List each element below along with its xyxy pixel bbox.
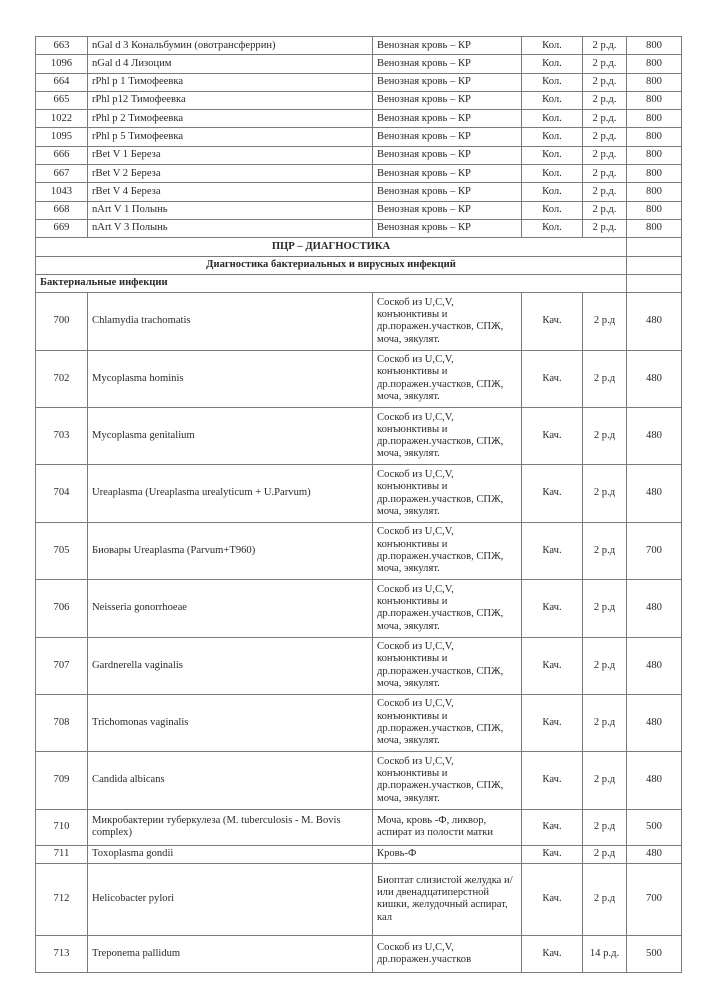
- test-type-cell: Кол.: [522, 165, 583, 183]
- table-row: [36, 809, 682, 845]
- test-type-cell: Кач.: [522, 863, 583, 935]
- price-list-table: [35, 36, 682, 973]
- table-row: [36, 752, 682, 809]
- test-name-cell: rPhl p12 Тимофеевка: [88, 91, 373, 109]
- code-cell: 664: [36, 73, 88, 91]
- price-cell: 800: [627, 219, 682, 237]
- code-cell: 668: [36, 201, 88, 219]
- table-row: [36, 293, 682, 350]
- pcr-rows: [36, 293, 682, 973]
- section-title: ПЦР – ДИАГНОСТИКА: [36, 238, 627, 256]
- test-name-cell: Gardnerella vaginalis: [88, 637, 373, 694]
- code-cell: 711: [36, 845, 88, 863]
- material-cell: Кровь-Ф: [373, 845, 522, 863]
- material-cell: Соскоб из U,C,V, конъюнктивы и др.поражен.участков, СПЖ, моча, эякулят.: [373, 637, 522, 694]
- test-type-cell: Кач.: [522, 752, 583, 809]
- empty-price-cell: [627, 256, 682, 274]
- price-cell: 480: [627, 637, 682, 694]
- test-type-cell: Кол.: [522, 55, 583, 73]
- test-type-cell: Кол.: [522, 146, 583, 164]
- table-row: [36, 522, 682, 579]
- test-name-cell: Mycoplasma genitalium: [88, 407, 373, 464]
- test-type-cell: Кол.: [522, 201, 583, 219]
- table-row: [36, 350, 682, 407]
- test-type-cell: Кач.: [522, 809, 583, 845]
- table-row: [36, 465, 682, 522]
- table-row: [36, 935, 682, 972]
- test-type-cell: Кол.: [522, 91, 583, 109]
- turnaround-cell: 2 р.д.: [583, 55, 627, 73]
- table-row: [36, 91, 682, 109]
- material-cell: Соскоб из U,C,V, конъюнктивы и др.поражен.участков, СПЖ, моча, эякулят.: [373, 580, 522, 637]
- turnaround-cell: 2 р.д.: [583, 110, 627, 128]
- turnaround-cell: 2 р.д: [583, 350, 627, 407]
- table-row: [36, 37, 682, 55]
- price-cell: 700: [627, 863, 682, 935]
- code-cell: 1095: [36, 128, 88, 146]
- test-type-cell: Кач.: [522, 522, 583, 579]
- test-name-cell: rPhl p 1 Тимофеевка: [88, 73, 373, 91]
- test-type-cell: Кач.: [522, 637, 583, 694]
- turnaround-cell: 2 р.д.: [583, 183, 627, 201]
- test-type-cell: Кол.: [522, 183, 583, 201]
- code-cell: 666: [36, 146, 88, 164]
- price-cell: 500: [627, 809, 682, 845]
- turnaround-cell: 2 р.д: [583, 694, 627, 751]
- test-type-cell: Кол.: [522, 219, 583, 237]
- turnaround-cell: 2 р.д: [583, 465, 627, 522]
- test-name-cell: Treponema pallidum: [88, 935, 373, 972]
- material-cell: Венозная кровь – КР: [373, 219, 522, 237]
- test-name-cell: nGal d 3 Кональбумин (овотрансферрин): [88, 37, 373, 55]
- material-cell: Венозная кровь – КР: [373, 37, 522, 55]
- test-name-cell: Helicobacter pylori: [88, 863, 373, 935]
- test-type-cell: Кач.: [522, 465, 583, 522]
- table-row: [36, 694, 682, 751]
- turnaround-cell: 14 р.д.: [583, 935, 627, 972]
- test-name-cell: Toxoplasma gondii: [88, 845, 373, 863]
- group-title: Бактериальные инфекции: [36, 274, 627, 292]
- price-cell: 800: [627, 201, 682, 219]
- code-cell: 708: [36, 694, 88, 751]
- group-header-row: [36, 274, 682, 292]
- code-cell: 1096: [36, 55, 88, 73]
- price-cell: 800: [627, 146, 682, 164]
- test-type-cell: Кол.: [522, 128, 583, 146]
- code-cell: 703: [36, 407, 88, 464]
- material-cell: Венозная кровь – КР: [373, 55, 522, 73]
- code-cell: 710: [36, 809, 88, 845]
- material-cell: Венозная кровь – КР: [373, 201, 522, 219]
- code-cell: 707: [36, 637, 88, 694]
- price-cell: 800: [627, 91, 682, 109]
- table-row: [36, 128, 682, 146]
- test-name-cell: Mycoplasma hominis: [88, 350, 373, 407]
- test-name-cell: Chlamydia trachomatis: [88, 293, 373, 350]
- empty-price-cell: [627, 274, 682, 292]
- material-cell: Венозная кровь – КР: [373, 128, 522, 146]
- test-name-cell: rBet V 4 Береза: [88, 183, 373, 201]
- section-header-row: [36, 238, 682, 256]
- price-cell: 480: [627, 465, 682, 522]
- code-cell: 1022: [36, 110, 88, 128]
- material-cell: Соскоб из U,C,V, конъюнктивы и др.поражен.участков, СПЖ, моча, эякулят.: [373, 522, 522, 579]
- price-cell: 480: [627, 694, 682, 751]
- test-type-cell: Кол.: [522, 110, 583, 128]
- turnaround-cell: 2 р.д: [583, 752, 627, 809]
- table-row: [36, 637, 682, 694]
- material-cell: Соскоб из U,C,V, конъюнктивы и др.поражен.участков, СПЖ, моча, эякулят.: [373, 465, 522, 522]
- test-type-cell: Кач.: [522, 293, 583, 350]
- table-row: [36, 580, 682, 637]
- code-cell: 700: [36, 293, 88, 350]
- material-cell: Биоптат слизистой желудка и/или двенадцатиперстной кишки, желудочный аспират, кал: [373, 863, 522, 935]
- material-cell: Венозная кровь – КР: [373, 183, 522, 201]
- turnaround-cell: 2 р.д: [583, 407, 627, 464]
- turnaround-cell: 2 р.д.: [583, 37, 627, 55]
- test-name-cell: rBet V 2 Береза: [88, 165, 373, 183]
- test-name-cell: Биовары Ureaplasma (Parvum+T960): [88, 522, 373, 579]
- test-name-cell: rPhl p 2 Тимофеевка: [88, 110, 373, 128]
- code-cell: 705: [36, 522, 88, 579]
- test-type-cell: Кач.: [522, 350, 583, 407]
- turnaround-cell: 2 р.д.: [583, 146, 627, 164]
- test-name-cell: nArt V 1 Полынь: [88, 201, 373, 219]
- code-cell: 667: [36, 165, 88, 183]
- price-cell: 800: [627, 55, 682, 73]
- material-cell: Соскоб из U,C,V, конъюнктивы и др.поражен.участков, СПЖ, моча, эякулят.: [373, 752, 522, 809]
- empty-price-cell: [627, 238, 682, 256]
- code-cell: 663: [36, 37, 88, 55]
- pcr-section-headers: [36, 238, 682, 293]
- material-cell: Соскоб из U,C,V, конъюнктивы и др.поражен.участков, СПЖ, моча, эякулят.: [373, 293, 522, 350]
- price-cell: 800: [627, 37, 682, 55]
- material-cell: Венозная кровь – КР: [373, 73, 522, 91]
- price-cell: 800: [627, 183, 682, 201]
- code-cell: 665: [36, 91, 88, 109]
- material-cell: Венозная кровь – КР: [373, 146, 522, 164]
- price-cell: 480: [627, 407, 682, 464]
- code-cell: 1043: [36, 183, 88, 201]
- price-cell: 800: [627, 73, 682, 91]
- table-row: [36, 183, 682, 201]
- test-name-cell: Neisseria gonorrhoeae: [88, 580, 373, 637]
- subsection-header-row: [36, 256, 682, 274]
- table-row: [36, 863, 682, 935]
- test-name-cell: nArt V 3 Полынь: [88, 219, 373, 237]
- price-cell: 480: [627, 845, 682, 863]
- test-name-cell: nGal d 4 Лизоцим: [88, 55, 373, 73]
- table-row: [36, 73, 682, 91]
- table-row: [36, 201, 682, 219]
- turnaround-cell: 2 р.д: [583, 863, 627, 935]
- table-row: [36, 146, 682, 164]
- turnaround-cell: 2 р.д.: [583, 128, 627, 146]
- turnaround-cell: 2 р.д: [583, 293, 627, 350]
- allergen-rows: [36, 37, 682, 238]
- test-type-cell: Кол.: [522, 73, 583, 91]
- test-type-cell: Кач.: [522, 935, 583, 972]
- price-cell: 500: [627, 935, 682, 972]
- code-cell: 669: [36, 219, 88, 237]
- turnaround-cell: 2 р.д: [583, 845, 627, 863]
- test-name-cell: rBet V 1 Береза: [88, 146, 373, 164]
- code-cell: 709: [36, 752, 88, 809]
- turnaround-cell: 2 р.д: [583, 580, 627, 637]
- material-cell: Соскоб из U,C,V, конъюнктивы и др.поражен.участков, СПЖ, моча, эякулят.: [373, 407, 522, 464]
- material-cell: Соскоб из U,C,V, конъюнктивы и др.поражен.участков, СПЖ, моча, эякулят.: [373, 350, 522, 407]
- test-type-cell: Кач.: [522, 694, 583, 751]
- turnaround-cell: 2 р.д.: [583, 73, 627, 91]
- price-cell: 480: [627, 580, 682, 637]
- table-row: [36, 219, 682, 237]
- material-cell: Венозная кровь – КР: [373, 110, 522, 128]
- table-row: [36, 407, 682, 464]
- price-cell: 700: [627, 522, 682, 579]
- test-name-cell: rPhl p 5 Тимофеевка: [88, 128, 373, 146]
- subsection-title: Диагностика бактериальных и вирусных инфекций: [36, 256, 627, 274]
- table-row: [36, 845, 682, 863]
- test-type-cell: Кол.: [522, 37, 583, 55]
- material-cell: Моча, кровь -Ф, ликвор, аспират из полости матки: [373, 809, 522, 845]
- material-cell: Соскоб из U,C,V, др.поражен.участков: [373, 935, 522, 972]
- table-row: [36, 165, 682, 183]
- turnaround-cell: 2 р.д.: [583, 201, 627, 219]
- turnaround-cell: 2 р.д: [583, 522, 627, 579]
- test-name-cell: Trichomonas vaginalis: [88, 694, 373, 751]
- code-cell: 712: [36, 863, 88, 935]
- turnaround-cell: 2 р.д.: [583, 219, 627, 237]
- code-cell: 706: [36, 580, 88, 637]
- test-type-cell: Кач.: [522, 407, 583, 464]
- code-cell: 704: [36, 465, 88, 522]
- price-cell: 480: [627, 350, 682, 407]
- turnaround-cell: 2 р.д.: [583, 91, 627, 109]
- test-type-cell: Кач.: [522, 845, 583, 863]
- code-cell: 702: [36, 350, 88, 407]
- test-name-cell: Candida albicans: [88, 752, 373, 809]
- code-cell: 713: [36, 935, 88, 972]
- test-type-cell: Кач.: [522, 580, 583, 637]
- price-cell: 800: [627, 165, 682, 183]
- test-name-cell: Микробактерии туберкулеза (M. tuberculosis - M. Bovis complex): [88, 809, 373, 845]
- price-cell: 800: [627, 128, 682, 146]
- price-cell: 480: [627, 293, 682, 350]
- turnaround-cell: 2 р.д.: [583, 165, 627, 183]
- turnaround-cell: 2 р.д: [583, 637, 627, 694]
- price-cell: 800: [627, 110, 682, 128]
- test-name-cell: Ureaplasma (Ureaplasma urealyticum + U.Parvum): [88, 465, 373, 522]
- price-cell: 480: [627, 752, 682, 809]
- material-cell: Соскоб из U,C,V, конъюнктивы и др.поражен.участков, СПЖ, моча, эякулят.: [373, 694, 522, 751]
- material-cell: Венозная кровь – КР: [373, 165, 522, 183]
- table-row: [36, 55, 682, 73]
- turnaround-cell: 2 р.д: [583, 809, 627, 845]
- material-cell: Венозная кровь – КР: [373, 91, 522, 109]
- table-row: [36, 110, 682, 128]
